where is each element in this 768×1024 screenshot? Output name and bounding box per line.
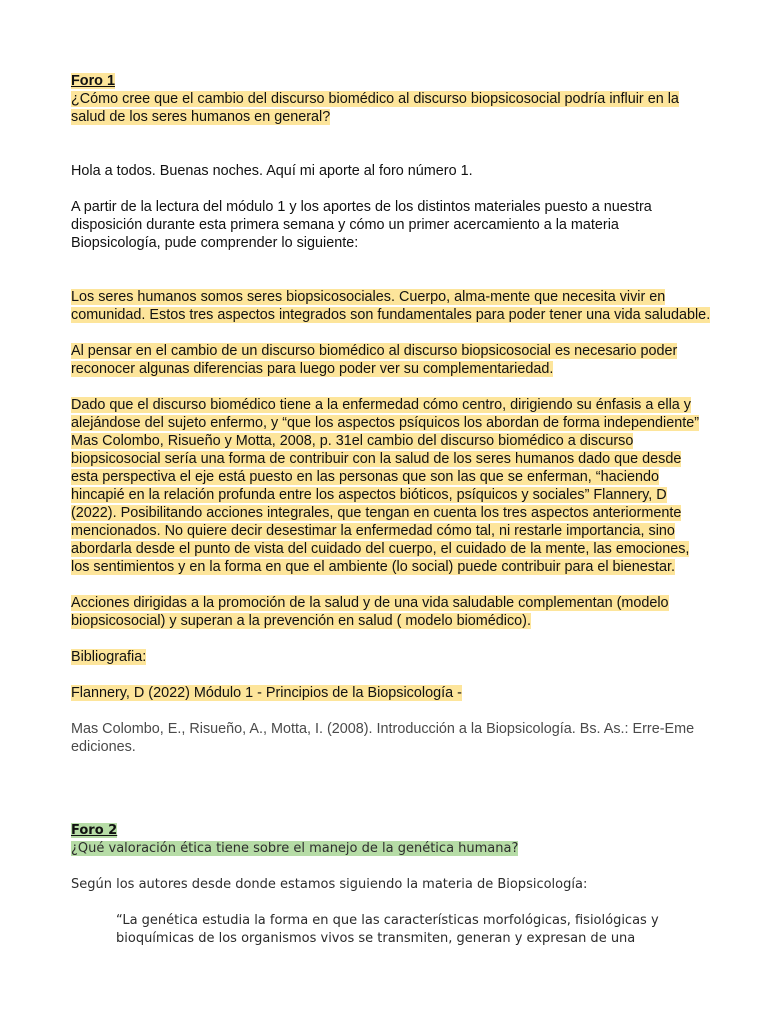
bibliography-entry-2: Mas Colombo, E., Risueño, A., Motta, I. (2008). Introducción a la Biopsicología. Bs. As.: Erre-Eme ediciones. xyxy=(71,721,695,755)
foro1-paragraph-1-block xyxy=(71,288,711,324)
foro2-heading xyxy=(71,822,711,840)
foro2-section xyxy=(71,822,711,948)
bibliography-heading-block xyxy=(71,648,711,666)
bibliography-heading: Bibliografia: xyxy=(71,649,147,665)
foro2-quote: “La genética estudia la forma en que las características morfológicas, fisiológicas y bioquímicas de los organismos vivos se transmiten, generan y expresan de una xyxy=(116,913,659,946)
foro1-title: Foro 1 xyxy=(71,73,115,89)
foro1-greeting: Hola a todos. Buenas noches. Aquí mi aporte al foro número 1. xyxy=(71,163,473,179)
foro1-paragraph-1: Los seres humanos somos seres biopsicosociales. Cuerpo, alma-mente que necesita vivir en comunidad. Estos tres aspectos integrados son fundamentales para poder tener una vida saludable. xyxy=(71,289,711,323)
foro1-paragraph-4: Acciones dirigidas a la promoción de la salud y de una vida saludable complementan (modelo biopsicosocial) y superan a la prevención en salud ( modelo biomédico). xyxy=(71,595,669,629)
foro2-intro: Según los autores desde donde estamos siguiendo la materia de Biopsicología: xyxy=(71,877,588,892)
foro1-paragraph-2: Al pensar en el cambio de un discurso biomédico al discurso biopsicosocial es necesario poder reconocer algunas diferencias para luego poder ver su complementariedad. xyxy=(71,343,678,377)
bibliography-entry-1-block xyxy=(71,684,711,702)
foro2-title: Foro 2 xyxy=(71,823,118,838)
foro1-question: ¿Cómo cree que el cambio del discurso biomédico al discurso biopsicosocial podría influir en la salud de los seres humanos en general? xyxy=(71,91,679,125)
foro1-intro: A partir de la lectura del módulo 1 y los aportes de los distintos materiales puesto a nuestra disposición durante esta primera semana y cómo un primer acercamiento a la materia Biopsicología, pude comprender lo siguiente: xyxy=(71,199,652,251)
foro1-paragraph-3: Dado que el discurso biomédico tiene a la enfermedad cómo centro, dirigiendo su énfasis a ella y alejándose del sujeto enfermo, y “que los aspectos psíquicos los abordan de forma independiente” Mas Colombo, Risueño y Motta, 2008, p. 31el cambio del discurso biomédico a discurso biopsicosocial sería una forma de contribuir con la salud de los seres humanos dado que desde esta perspectiva el eje está puesto en las personas que son las que se enferman, “haciendo hincapié en la relación profunda entre los aspectos bióticos, psíquicos y sociales” Flannery, D (2022). Posibilitando acciones integrales, que tengan en cuenta los tres aspectos anteriormente mencionados. No quiere decir desestimar la enfermedad cómo tal, ni restarle importancia, sino abordarla desde el punto de vista del cuidado del cuerpo, el cuidado de la mente, las emociones, los sentimientos y en la forma en que el ambiente (lo social) puede contribuir para el bienestar. xyxy=(71,397,699,575)
foro1-paragraph-4-block xyxy=(71,594,711,630)
foro1-paragraph-2-block xyxy=(71,342,711,378)
foro2-question-block xyxy=(71,840,711,858)
foro1-paragraph-3-block xyxy=(71,396,711,576)
foro2-question: ¿Qué valoración ética tiene sobre el manejo de la genética humana? xyxy=(71,841,519,856)
bibliography-entry-1: Flannery, D (2022) Módulo 1 - Principios de la Biopsicología - xyxy=(71,685,462,701)
foro1-section xyxy=(71,72,711,756)
foro1-question-block xyxy=(71,90,711,126)
foro1-heading xyxy=(71,72,711,90)
